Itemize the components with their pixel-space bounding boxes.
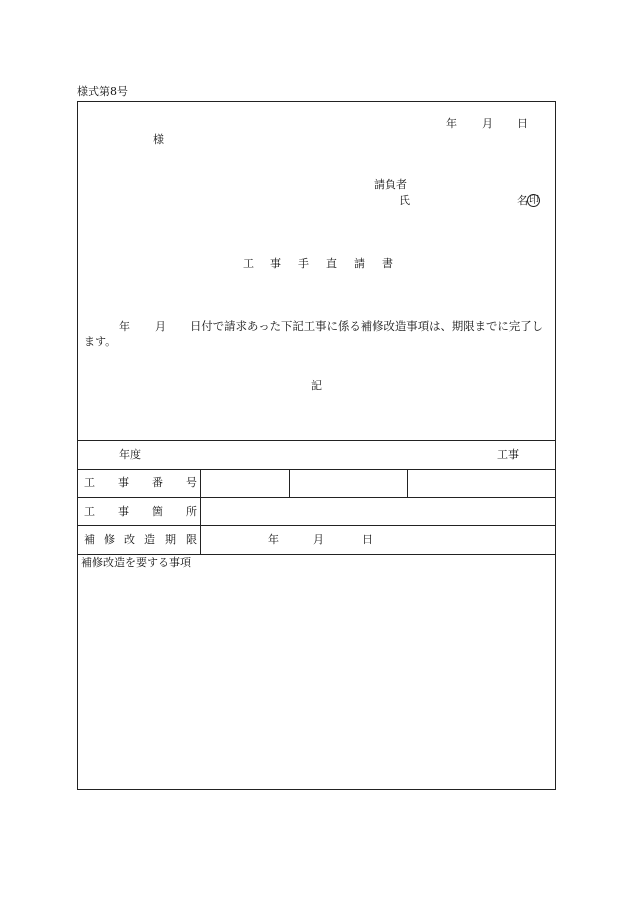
ki-heading: 記 xyxy=(311,379,322,392)
row-number-char-1: 工 xyxy=(84,476,95,489)
fiscal-year-label: 年度 xyxy=(119,448,141,461)
body-month-label: 月 xyxy=(155,320,166,333)
deadline-month-label: 月 xyxy=(313,533,324,546)
table-divider-2 xyxy=(77,497,556,498)
number-cell-divider-2 xyxy=(407,469,408,497)
row-deadline-char-3: 改 xyxy=(124,533,135,546)
date-day-label: 日 xyxy=(517,117,528,130)
row-number-char-3: 番 xyxy=(152,476,163,489)
title-char-4: 直 xyxy=(326,257,337,270)
form-number: 様式第8号 xyxy=(77,85,128,98)
title-char-6: 書 xyxy=(382,257,393,270)
deadline-year-label: 年 xyxy=(268,533,279,546)
table-divider-1 xyxy=(77,469,556,470)
row-deadline-char-1: 補 xyxy=(84,533,95,546)
row-deadline-char-4: 造 xyxy=(144,533,155,546)
title-char-1: 工 xyxy=(243,257,254,270)
contractor-label: 請負者 xyxy=(374,178,407,191)
body-line-2: ます。 xyxy=(84,335,117,348)
body-line-1: 日付で請求あった下記工事に係る補修改造事項は、期限までに完了し xyxy=(190,319,543,333)
name-label-left: 氏 xyxy=(399,194,410,207)
date-year-label: 年 xyxy=(446,117,457,130)
row-number-char-4: 号 xyxy=(186,476,197,489)
form-frame xyxy=(77,101,556,790)
body-year-label: 年 xyxy=(119,320,130,333)
row-location-char-3: 箇 xyxy=(152,505,163,518)
number-cell-divider-1 xyxy=(289,469,290,497)
seal-icon: 印 xyxy=(529,195,539,206)
row-deadline-char-2: 修 xyxy=(104,533,115,546)
table-divider-3 xyxy=(77,525,556,526)
name-label-right: 名 xyxy=(517,194,528,207)
title-char-2: 事 xyxy=(270,257,281,270)
table-top-divider xyxy=(77,440,556,441)
row-number-char-2: 事 xyxy=(118,476,129,489)
title-char-3: 手 xyxy=(298,257,309,270)
table-divider-4 xyxy=(77,554,556,555)
row-location-char-4: 所 xyxy=(186,505,197,518)
row-location-char-1: 工 xyxy=(84,505,95,518)
addressee-suffix: 様 xyxy=(153,133,164,146)
row-deadline-char-5: 期 xyxy=(165,533,176,546)
work-label: 工事 xyxy=(497,448,519,461)
row-deadline-char-6: 限 xyxy=(186,533,197,546)
row-location-char-2: 事 xyxy=(118,505,129,518)
title-char-5: 請 xyxy=(354,257,365,270)
table-label-column-divider xyxy=(200,469,201,554)
deadline-day-label: 日 xyxy=(362,533,373,546)
repair-items-label: 補修改造を要する事項 xyxy=(81,556,191,569)
date-month-label: 月 xyxy=(482,117,493,130)
